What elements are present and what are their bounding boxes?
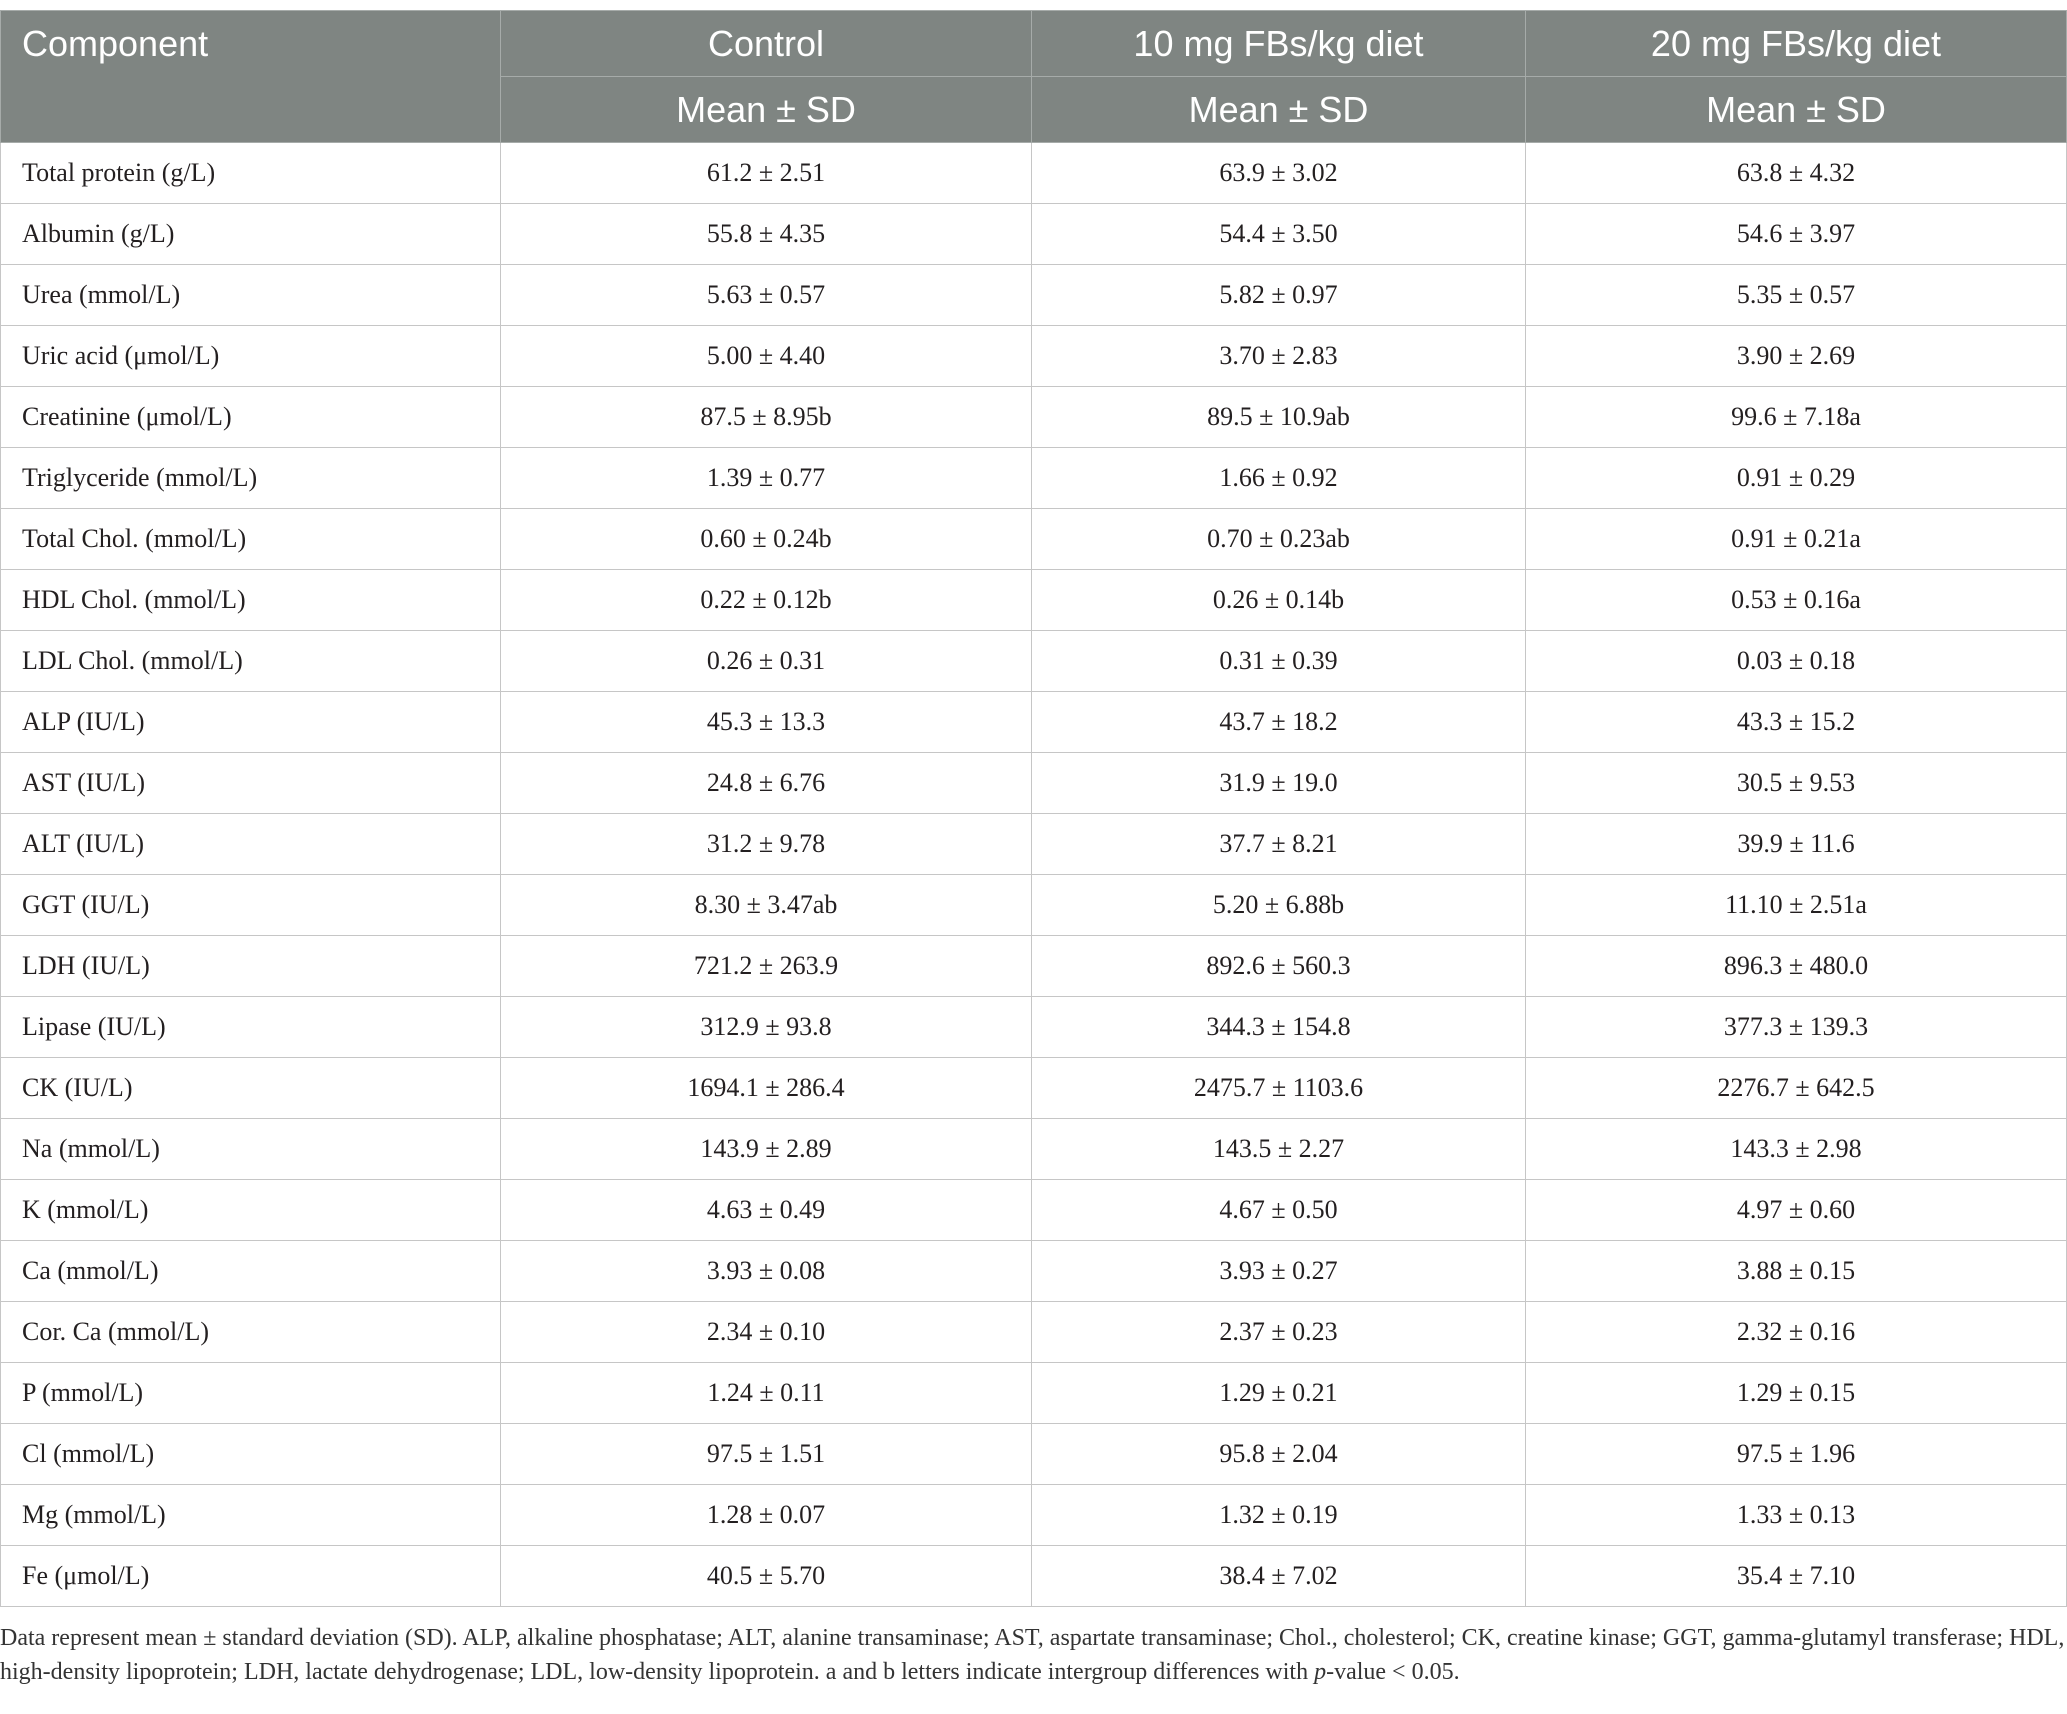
fb20-value: 30.5 ± 9.53 <box>1526 753 2067 814</box>
component-cell: Ca (mmol/L) <box>1 1241 501 1302</box>
fb10-value: 38.4 ± 7.02 <box>1032 1546 1526 1607</box>
control-value: 31.2 ± 9.78 <box>501 814 1032 875</box>
fb20-value: 5.35 ± 0.57 <box>1526 265 2067 326</box>
fb20-value: 2276.7 ± 642.5 <box>1526 1058 2067 1119</box>
control-value: 3.93 ± 0.08 <box>501 1241 1032 1302</box>
component-cell: Urea (mmol/L) <box>1 265 501 326</box>
component-cell: Total Chol. (mmol/L) <box>1 509 501 570</box>
table-row <box>1 1241 2067 1302</box>
component-cell: ALP (IU/L) <box>1 692 501 753</box>
fb20-value: 1.29 ± 0.15 <box>1526 1363 2067 1424</box>
table-row <box>1 1546 2067 1607</box>
fb10-value: 143.5 ± 2.27 <box>1032 1119 1526 1180</box>
component-cell: ALT (IU/L) <box>1 814 501 875</box>
component-cell: Cor. Ca (mmol/L) <box>1 1302 501 1363</box>
table-row <box>1 1058 2067 1119</box>
control-value: 721.2 ± 263.9 <box>501 936 1032 997</box>
table-row <box>1 570 2067 631</box>
fb10-value: 1.29 ± 0.21 <box>1032 1363 1526 1424</box>
control-value: 1694.1 ± 286.4 <box>501 1058 1032 1119</box>
fb20-value: 97.5 ± 1.96 <box>1526 1424 2067 1485</box>
fb10-value: 3.93 ± 0.27 <box>1032 1241 1526 1302</box>
control-value: 0.60 ± 0.24b <box>501 509 1032 570</box>
fb20-header: 20 mg FBs/kg diet <box>1526 11 2067 77</box>
fb20-value: 99.6 ± 7.18a <box>1526 387 2067 448</box>
table-row <box>1 1363 2067 1424</box>
fb20-value: 896.3 ± 480.0 <box>1526 936 2067 997</box>
table-row <box>1 326 2067 387</box>
fb10-value: 63.9 ± 3.02 <box>1032 143 1526 204</box>
fb20-value: 377.3 ± 139.3 <box>1526 997 2067 1058</box>
component-cell: Albumin (g/L) <box>1 204 501 265</box>
table-row <box>1 448 2067 509</box>
component-cell: CK (IU/L) <box>1 1058 501 1119</box>
control-value: 97.5 ± 1.51 <box>501 1424 1032 1485</box>
fb20-stat-header: Mean ± SD <box>1526 77 2067 143</box>
control-value: 61.2 ± 2.51 <box>501 143 1032 204</box>
fb20-value: 3.90 ± 2.69 <box>1526 326 2067 387</box>
control-value: 0.22 ± 0.12b <box>501 570 1032 631</box>
fb20-value: 54.6 ± 3.97 <box>1526 204 2067 265</box>
component-cell: HDL Chol. (mmol/L) <box>1 570 501 631</box>
component-cell: AST (IU/L) <box>1 753 501 814</box>
table-row <box>1 753 2067 814</box>
component-cell: Creatinine (μmol/L) <box>1 387 501 448</box>
fb10-header: 10 mg FBs/kg diet <box>1032 11 1526 77</box>
fb10-value: 89.5 ± 10.9ab <box>1032 387 1526 448</box>
table-row <box>1 143 2067 204</box>
table-figure <box>0 10 2067 1689</box>
control-value: 55.8 ± 4.35 <box>501 204 1032 265</box>
fb10-value: 5.82 ± 0.97 <box>1032 265 1526 326</box>
fb10-stat-header: Mean ± SD <box>1032 77 1526 143</box>
table-row <box>1 814 2067 875</box>
table-row <box>1 692 2067 753</box>
control-value: 143.9 ± 2.89 <box>501 1119 1032 1180</box>
fb10-value: 5.20 ± 6.88b <box>1032 875 1526 936</box>
table-row <box>1 387 2067 448</box>
fb20-value: 0.91 ± 0.21a <box>1526 509 2067 570</box>
control-value: 4.63 ± 0.49 <box>501 1180 1032 1241</box>
component-cell: P (mmol/L) <box>1 1363 501 1424</box>
control-value: 8.30 ± 3.47ab <box>501 875 1032 936</box>
fb10-value: 43.7 ± 18.2 <box>1032 692 1526 753</box>
table-row <box>1 997 2067 1058</box>
table-row <box>1 936 2067 997</box>
fb20-value: 1.33 ± 0.13 <box>1526 1485 2067 1546</box>
component-cell: K (mmol/L) <box>1 1180 501 1241</box>
fb20-value: 3.88 ± 0.15 <box>1526 1241 2067 1302</box>
table-row <box>1 1424 2067 1485</box>
fb10-value: 1.66 ± 0.92 <box>1032 448 1526 509</box>
component-cell: Mg (mmol/L) <box>1 1485 501 1546</box>
fb20-value: 35.4 ± 7.10 <box>1526 1546 2067 1607</box>
control-value: 2.34 ± 0.10 <box>501 1302 1032 1363</box>
fb20-value: 39.9 ± 11.6 <box>1526 814 2067 875</box>
table-row <box>1 1302 2067 1363</box>
component-cell: Na (mmol/L) <box>1 1119 501 1180</box>
component-cell: Total protein (g/L) <box>1 143 501 204</box>
table-row <box>1 265 2067 326</box>
control-value: 87.5 ± 8.95b <box>501 387 1032 448</box>
component-cell: GGT (IU/L) <box>1 875 501 936</box>
fb20-value: 2.32 ± 0.16 <box>1526 1302 2067 1363</box>
fb10-value: 0.26 ± 0.14b <box>1032 570 1526 631</box>
component-cell: Cl (mmol/L) <box>1 1424 501 1485</box>
fb10-value: 344.3 ± 154.8 <box>1032 997 1526 1058</box>
fb10-value: 2.37 ± 0.23 <box>1032 1302 1526 1363</box>
fb20-value: 143.3 ± 2.98 <box>1526 1119 2067 1180</box>
fb10-value: 892.6 ± 560.3 <box>1032 936 1526 997</box>
footnote-text: Data represent mean ± standard deviation (SD). ALP, alkaline phosphatase; ALT, alanine transaminase; AST, aspartate transaminase; Chol., cholesterol; CK, creatine kinase; GGT, gamma-glutamyl transferase; HDL, high-density lipoprotein; LDH, lactate dehydrogenase; LDL, low-density lipoprotein. a and b letters indicate intergroup differences with <box>0 1625 2065 1685</box>
fb10-value: 54.4 ± 3.50 <box>1032 204 1526 265</box>
component-header: Component <box>1 11 501 143</box>
table-row <box>1 1119 2067 1180</box>
control-value: 1.24 ± 0.11 <box>501 1363 1032 1424</box>
control-value: 45.3 ± 13.3 <box>501 692 1032 753</box>
component-cell: LDL Chol. (mmol/L) <box>1 631 501 692</box>
fb10-value: 37.7 ± 8.21 <box>1032 814 1526 875</box>
table-row <box>1 1485 2067 1546</box>
fb10-value: 3.70 ± 2.83 <box>1032 326 1526 387</box>
table-footnote <box>0 1621 2066 1689</box>
fb10-value: 0.31 ± 0.39 <box>1032 631 1526 692</box>
control-value: 5.63 ± 0.57 <box>501 265 1032 326</box>
table-row <box>1 875 2067 936</box>
control-value: 5.00 ± 4.40 <box>501 326 1032 387</box>
fb10-value: 0.70 ± 0.23ab <box>1032 509 1526 570</box>
footnote-text-end: -value < 0.05. <box>1326 1659 1460 1685</box>
fb20-value: 11.10 ± 2.51a <box>1526 875 2067 936</box>
fb10-value: 31.9 ± 19.0 <box>1032 753 1526 814</box>
component-cell: Fe (μmol/L) <box>1 1546 501 1607</box>
fb20-value: 0.91 ± 0.29 <box>1526 448 2067 509</box>
footnote-italic-p: p <box>1314 1659 1327 1685</box>
control-value: 312.9 ± 93.8 <box>501 997 1032 1058</box>
component-cell: Lipase (IU/L) <box>1 997 501 1058</box>
fb10-value: 95.8 ± 2.04 <box>1032 1424 1526 1485</box>
fb20-value: 0.03 ± 0.18 <box>1526 631 2067 692</box>
control-value: 40.5 ± 5.70 <box>501 1546 1032 1607</box>
table-row <box>1 631 2067 692</box>
table-row <box>1 509 2067 570</box>
fb20-value: 0.53 ± 0.16a <box>1526 570 2067 631</box>
control-value: 0.26 ± 0.31 <box>501 631 1032 692</box>
control-value: 1.28 ± 0.07 <box>501 1485 1032 1546</box>
fb20-value: 43.3 ± 15.2 <box>1526 692 2067 753</box>
control-stat-header: Mean ± SD <box>501 77 1032 143</box>
biochemistry-table <box>0 10 2067 1607</box>
control-value: 24.8 ± 6.76 <box>501 753 1032 814</box>
fb20-value: 4.97 ± 0.60 <box>1526 1180 2067 1241</box>
fb20-value: 63.8 ± 4.32 <box>1526 143 2067 204</box>
component-cell: LDH (IU/L) <box>1 936 501 997</box>
table-row <box>1 1180 2067 1241</box>
control-header: Control <box>501 11 1032 77</box>
fb10-value: 4.67 ± 0.50 <box>1032 1180 1526 1241</box>
fb10-value: 1.32 ± 0.19 <box>1032 1485 1526 1546</box>
header-row-groups <box>1 11 2067 77</box>
component-cell: Uric acid (μmol/L) <box>1 326 501 387</box>
control-value: 1.39 ± 0.77 <box>501 448 1032 509</box>
component-cell: Triglyceride (mmol/L) <box>1 448 501 509</box>
table-row <box>1 204 2067 265</box>
fb10-value: 2475.7 ± 1103.6 <box>1032 1058 1526 1119</box>
